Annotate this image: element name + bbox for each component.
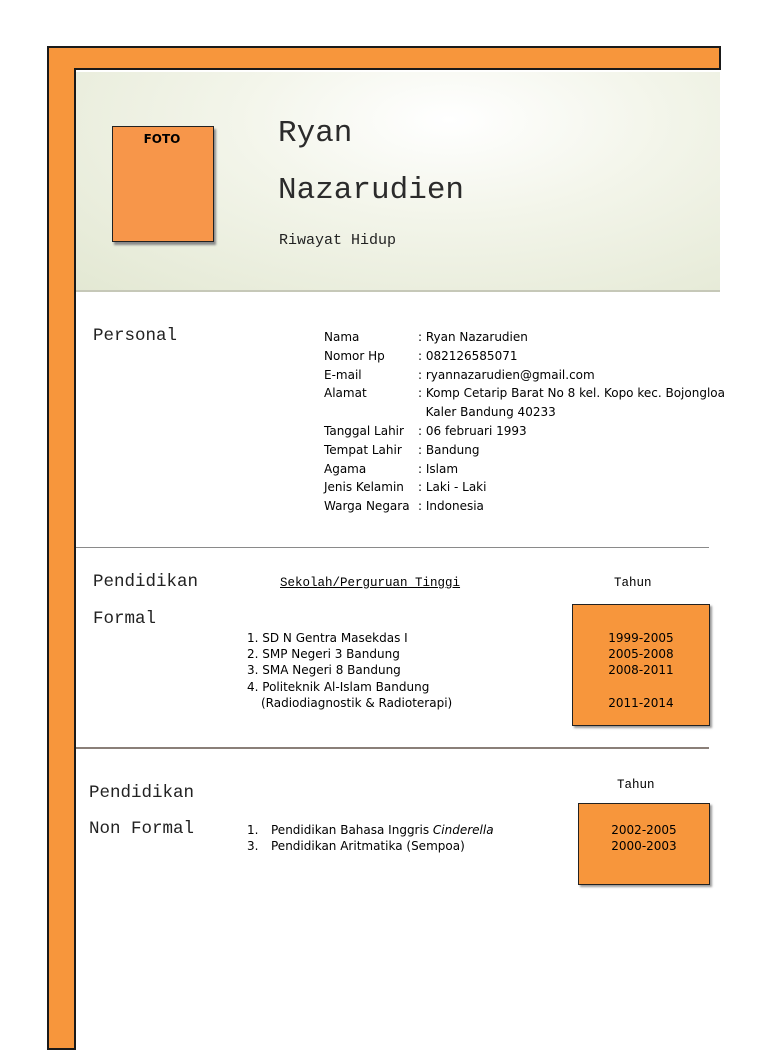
list-item-text [271, 822, 494, 838]
personal-label: E-mail [324, 367, 362, 382]
personal-row [324, 328, 724, 347]
personal-value: : Komp Cetarip Barat No 8 kel. Kopo kec. Bojongloa [418, 386, 725, 401]
personal-value: : 06 februari 1993 [418, 423, 527, 438]
formal-education-list [247, 630, 452, 711]
personal-label: Nomor Hp [324, 348, 385, 363]
personal-label: Jenis Kelamin [324, 480, 404, 495]
nonformal-education-list [247, 822, 494, 854]
nonformal-heading-line1: Pendidikan [89, 783, 195, 803]
list-item-label: Pendidikan Bahasa Inggris [271, 823, 433, 837]
list-item: 2. SMP Negeri 3 Bandung [247, 647, 400, 662]
top-accent-bar [47, 46, 721, 70]
list-item-number: 3. [247, 839, 259, 854]
document-subtitle: Riwayat Hidup [279, 232, 397, 249]
photo-label: FOTO [143, 132, 181, 146]
personal-label: Warga Negara [324, 499, 410, 514]
year-item: 2011-2014 [608, 695, 674, 710]
year-item: 2000-2003 [611, 839, 677, 854]
personal-label: Alamat [324, 386, 367, 401]
personal-value: : Laki - Laki [418, 480, 487, 495]
personal-label: Nama [324, 330, 360, 344]
section-divider [76, 747, 709, 749]
personal-row [324, 460, 724, 479]
personal-value: : 082126585071 [418, 348, 518, 363]
school-column-heading: Sekolah/Perguruan Tinggi [280, 576, 461, 590]
year-column-heading: Tahun [614, 576, 652, 590]
list-item: 1. SD N Gentra Masekdas I [247, 631, 408, 645]
year-item: 1999-2005 [608, 631, 674, 645]
personal-label: Agama [324, 461, 367, 476]
name-first: Ryan [278, 116, 353, 151]
personal-row [324, 497, 724, 516]
personal-label: Tempat Lahir [324, 442, 402, 457]
year-item: 2002-2005 [611, 823, 677, 837]
year-column-heading: Tahun [617, 778, 655, 792]
list-item: 4. Politeknik Al-Islam Bandung [247, 679, 430, 694]
personal-value: : Islam [418, 461, 459, 476]
nonformal-heading-line2: Non Formal [89, 819, 195, 839]
personal-row [324, 441, 724, 460]
personal-row [324, 422, 724, 441]
list-item-number: 1. [247, 823, 259, 837]
list-item: 3. SMA Negeri 8 Bandung [247, 663, 401, 678]
list-item-detail: (Radiodiagnostik & Radioterapi) [261, 695, 453, 710]
personal-heading: Personal [93, 326, 178, 346]
list-item [247, 838, 494, 854]
left-accent-bar [47, 68, 76, 1050]
personal-row [324, 478, 724, 497]
personal-row [324, 366, 724, 385]
personal-row [324, 403, 724, 422]
nonformal-year-list [578, 822, 710, 854]
personal-info-table [324, 328, 724, 516]
personal-row [324, 347, 724, 366]
list-item-text: Pendidikan Aritmatika (Sempoa) [271, 839, 465, 854]
personal-value: : Ryan Nazarudien [418, 330, 528, 344]
personal-value: Kaler Bandung 40233 [418, 405, 556, 420]
name-last: Nazarudien [278, 173, 465, 208]
year-item [572, 679, 710, 695]
year-item: 2008-2011 [608, 663, 674, 678]
personal-label [324, 403, 418, 422]
formal-year-list [572, 630, 710, 711]
personal-value: : Bandung [418, 442, 480, 457]
personal-row [324, 384, 724, 403]
personal-value: : ryannazarudien@gmail.com [418, 367, 595, 382]
list-item-italic: Cinderella [432, 823, 494, 837]
formal-heading-line2: Formal [93, 609, 157, 629]
list-item [247, 822, 494, 838]
year-item: 2005-2008 [608, 647, 674, 662]
personal-value: : Indonesia [418, 499, 484, 514]
section-divider [76, 547, 709, 548]
formal-heading-line1: Pendidikan [93, 572, 199, 592]
personal-label: Tanggal Lahir [324, 423, 404, 438]
